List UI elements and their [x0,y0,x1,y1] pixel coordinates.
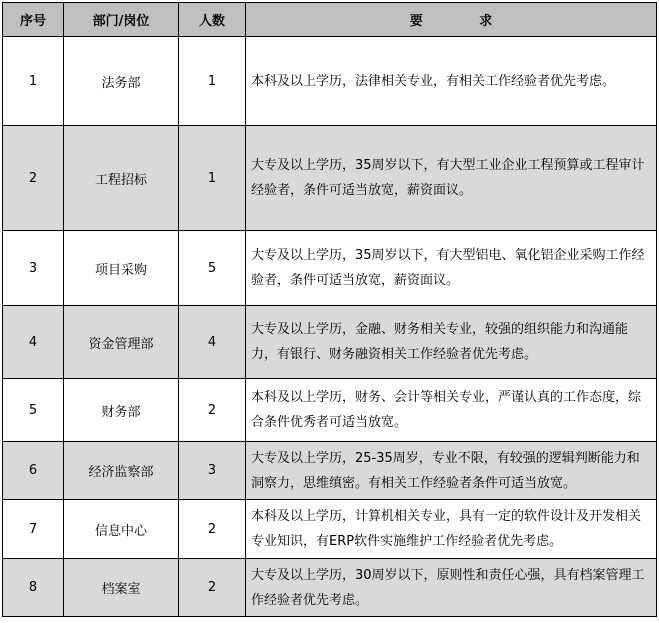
cell-department: 工程招标 [64,126,179,231]
table-row [3,306,657,379]
cell-requirements: 本科及以上学历，法律相关专业，有相关工作经验者优先考虑。 [246,37,657,126]
cell-count: 5 [179,231,246,306]
cell-count: 2 [179,559,246,617]
cell-requirements: 本科及以上学历，财务、会计等相关专业，严谨认真的工作态度，综合条件优秀者可适当放宽。 [246,379,657,442]
cell-count: 2 [179,379,246,442]
cell-no: 7 [3,500,64,559]
table-header-row [3,3,657,37]
cell-no: 2 [3,126,64,231]
cell-count: 2 [179,500,246,559]
cell-requirements: 大专及以上学历，35周岁以下，有大型工业企业工程预算或工程审计经验者，条件可适当放宽，薪资面议。 [246,126,657,231]
table-row [3,442,657,500]
cell-count: 3 [179,442,246,500]
cell-no: 3 [3,231,64,306]
cell-requirements: 大专及以上学历，金融、财务相关专业，较强的组织能力和沟通能力，有银行、财务融资相关工作经验者优先考虑。 [246,306,657,379]
header-no: 序号 [3,3,64,37]
cell-department: 经济监察部 [64,442,179,500]
recruitment-table [2,2,657,617]
cell-department: 信息中心 [64,500,179,559]
header-requirements: 要 求 [246,3,657,37]
header-count: 人数 [179,3,246,37]
table-row [3,231,657,306]
table-row [3,126,657,231]
cell-requirements: 大专及以上学历，35周岁以下，有大型铝电、氧化铝企业采购工作经验者，条件可适当放宽，薪资面议。 [246,231,657,306]
cell-department: 法务部 [64,37,179,126]
table-row [3,379,657,442]
table-row [3,559,657,617]
table-row [3,500,657,559]
cell-no: 5 [3,379,64,442]
cell-department: 资金管理部 [64,306,179,379]
cell-no: 1 [3,37,64,126]
cell-requirements: 本科及以上学历，计算机相关专业，具有一定的软件设计及开发相关专业知识，有ERP软件实施维护工作经验者优先考虑。 [246,500,657,559]
table-row [3,37,657,126]
cell-department: 财务部 [64,379,179,442]
cell-no: 4 [3,306,64,379]
cell-department: 项目采购 [64,231,179,306]
header-department: 部门/岗位 [64,3,179,37]
cell-no: 8 [3,559,64,617]
cell-count: 1 [179,37,246,126]
cell-requirements: 大专及以上学历，25-35周岁，专业不限，有较强的逻辑判断能力和洞察力，思维缜密。有相关工作经验者条件可适当放宽。 [246,442,657,500]
cell-requirements: 大专及以上学历，30周岁以下，原则性和责任心强，具有档案管理工作经验者优先考虑。 [246,559,657,617]
cell-department: 档案室 [64,559,179,617]
cell-count: 4 [179,306,246,379]
cell-count: 1 [179,126,246,231]
cell-no: 6 [3,442,64,500]
